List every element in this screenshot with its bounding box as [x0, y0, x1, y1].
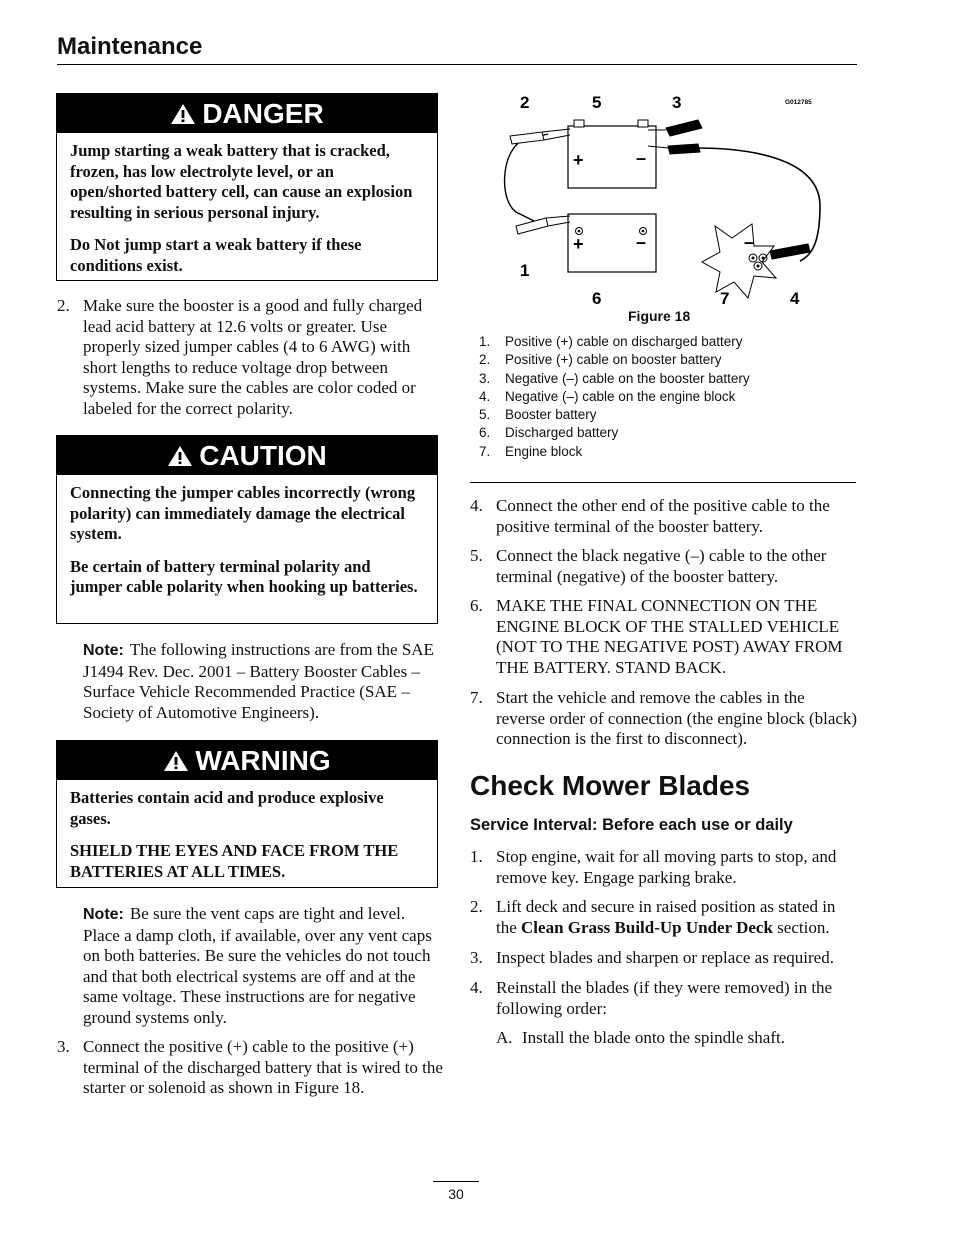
legend-number: 3. [479, 370, 491, 386]
danger-paragraph: Do Not jump start a weak battery if these conditions exist. [70, 235, 362, 275]
callout-5: 5 [592, 93, 602, 112]
callout-3: 3 [672, 93, 682, 112]
section-reference: Clean Grass Build-Up Under Deck [521, 917, 773, 937]
jump-start-diagram [470, 86, 856, 326]
step-text: Connect the positive (+) cable to the positive (+) terminal of the discharged battery that is wired to the starter or solenoid as shown in Figure 18. [83, 1037, 443, 1098]
service-interval: Service Interval: Before each use or daily [470, 816, 793, 834]
step-number: 4. [470, 496, 483, 515]
figure-18-diagram [470, 86, 856, 326]
minus-sign: – [744, 232, 755, 252]
legend-number: 2. [479, 352, 491, 368]
section-title: Check Mower Blades [470, 770, 751, 801]
legend-rule [470, 482, 856, 483]
warning-header [57, 741, 437, 780]
step-number: 7. [470, 688, 483, 707]
minus-sign: – [636, 148, 647, 168]
header-rule [57, 64, 857, 65]
danger-box [56, 93, 438, 281]
step-text: Connect the other end of the positive cable to the positive terminal of the booster battery. [496, 496, 830, 536]
warning-triangle-icon [163, 750, 189, 772]
warning-triangle-icon [170, 103, 196, 125]
warning-triangle-icon [167, 445, 193, 467]
warning-paragraph: Batteries contain acid and produce explosive gases. [70, 788, 384, 828]
legend-item [479, 388, 750, 406]
legend-item [479, 333, 750, 351]
note-text: Be sure the vent caps are tight and level. Place a damp cloth, if available, over any vent caps on both batteries. Be sure the vehicles do not touch and that both electrical systems are off and at the same voltage. These instructions are for negative ground systems only. [83, 904, 432, 1027]
step-number: 5. [470, 546, 483, 565]
legend-item [479, 406, 750, 424]
legend-number: 4. [479, 388, 491, 404]
step-number: 2. [57, 296, 70, 315]
caution-paragraph: Be certain of battery terminal polarity and jumper cable polarity when hooking up batteries. [70, 556, 418, 596]
note-vent-caps [83, 904, 441, 1029]
step-number: 2. [470, 897, 483, 916]
callout-7: 7 [720, 289, 730, 308]
legend-item [479, 351, 750, 369]
minus-sign: – [636, 232, 647, 252]
step-text-part: section. [772, 917, 830, 937]
legend-text: Positive (+) cable on discharged battery [505, 334, 743, 349]
caution-paragraph: Connecting the jumper cables incorrectly (wrong polarity) can immediately damage the electrical system. [70, 483, 416, 543]
step-number: 4. [470, 978, 483, 997]
step-number: 6. [470, 596, 483, 615]
plus-sign: + [573, 150, 584, 170]
step-text: Connect the black negative (–) cable to the other terminal (negative) of the booster battery. [496, 546, 827, 586]
step-number: 3. [57, 1037, 70, 1056]
legend-item [479, 443, 750, 461]
negative-clamp-booster [666, 120, 702, 136]
warning-box [56, 740, 438, 888]
step-text [496, 897, 858, 938]
plus-sign: + [573, 234, 584, 254]
danger-title: DANGER [202, 97, 324, 129]
step-text: Reinstall the blades (if they were removed) in the following order: [496, 978, 833, 1018]
positive-clamp-booster [510, 132, 544, 144]
legend-text: Negative (–) cable on the booster battery [505, 370, 750, 386]
note-label: Note: [83, 642, 124, 659]
legend-number: 5. [479, 407, 491, 423]
legend-text: Discharged battery [505, 425, 619, 441]
step-text: Install the blade onto the spindle shaft. [522, 1028, 785, 1047]
callout-1: 1 [520, 261, 530, 280]
caution-box [56, 435, 438, 624]
step-number: 3. [470, 948, 483, 967]
step-text: Inspect blades and sharpen or replace as required. [496, 948, 834, 967]
page-number: 30 [448, 1186, 464, 1202]
legend-text: Negative (–) cable on the engine block [505, 388, 736, 404]
negative-clamp-engine [770, 244, 810, 259]
danger-paragraph: Jump starting a weak battery that is cracked, frozen, has low electrolyte level, or an open/shorted battery cell, can cause an explosion resulting in serious personal injury. [70, 141, 413, 222]
callout-4: 4 [790, 289, 800, 308]
warning-paragraph: SHIELD THE EYES AND FACE FROM THE BATTERIES AT ALL TIMES. [70, 841, 399, 881]
legend-item [479, 370, 750, 388]
legend-number: 1. [479, 334, 491, 349]
legend-text: Engine block [505, 443, 583, 459]
step-text-part: Lift deck and secure in raised position as stated in the [496, 897, 836, 937]
legend-number: 6. [479, 425, 491, 441]
legend-item [479, 424, 750, 442]
figure-caption: Figure 18 [628, 308, 691, 324]
callout-2: 2 [520, 93, 530, 112]
note-sae [83, 640, 441, 723]
step-text: Make sure the booster is a good and fully charged lead acid battery at 12.6 volts or greater. Use properly sized jumper cables (4 to 6 AWG) with short lengths to reduce voltage drop between systems. Make sure the cables are color coded or labeled for the correct polarity. [83, 296, 423, 418]
caution-header [57, 436, 437, 475]
step-number: 1. [470, 847, 483, 866]
step-text: Start the vehicle and remove the cables in the reverse order of connection (the engine block (black) connection is the first to disconnect). [496, 688, 858, 749]
figure-code: G012785 [785, 99, 812, 106]
legend-text: Positive (+) cable on booster battery [505, 352, 722, 368]
callout-6: 6 [592, 289, 602, 308]
step-text: MAKE THE FINAL CONNECTION ON THE ENGINE BLOCK OF THE STALLED VEHICLE (NOT TO THE NEGATIVE POST) AWAY FROM THE BATTERY. STAND BACK. [496, 596, 843, 677]
step-text: Stop engine, wait for all moving parts to stop, and remove key. Engage parking brake. [496, 847, 837, 887]
danger-header [57, 94, 437, 133]
note-label: Note: [83, 906, 124, 923]
caution-title: CAUTION [199, 439, 327, 471]
figure-legend [479, 333, 750, 461]
page-header-title: Maintenance [57, 33, 203, 60]
step-letter: A. [496, 1028, 513, 1047]
warning-title: WARNING [195, 744, 331, 776]
legend-number: 7. [479, 443, 491, 459]
legend-text: Booster battery [505, 407, 597, 423]
note-text: The following instructions are from the SAE J1494 Rev. Dec. 2001 – Battery Booster Cables – Surface Vehicle Recommended Practice (SAE – Society of Automotive Engineers). [83, 640, 434, 722]
footer-rule [433, 1181, 479, 1182]
